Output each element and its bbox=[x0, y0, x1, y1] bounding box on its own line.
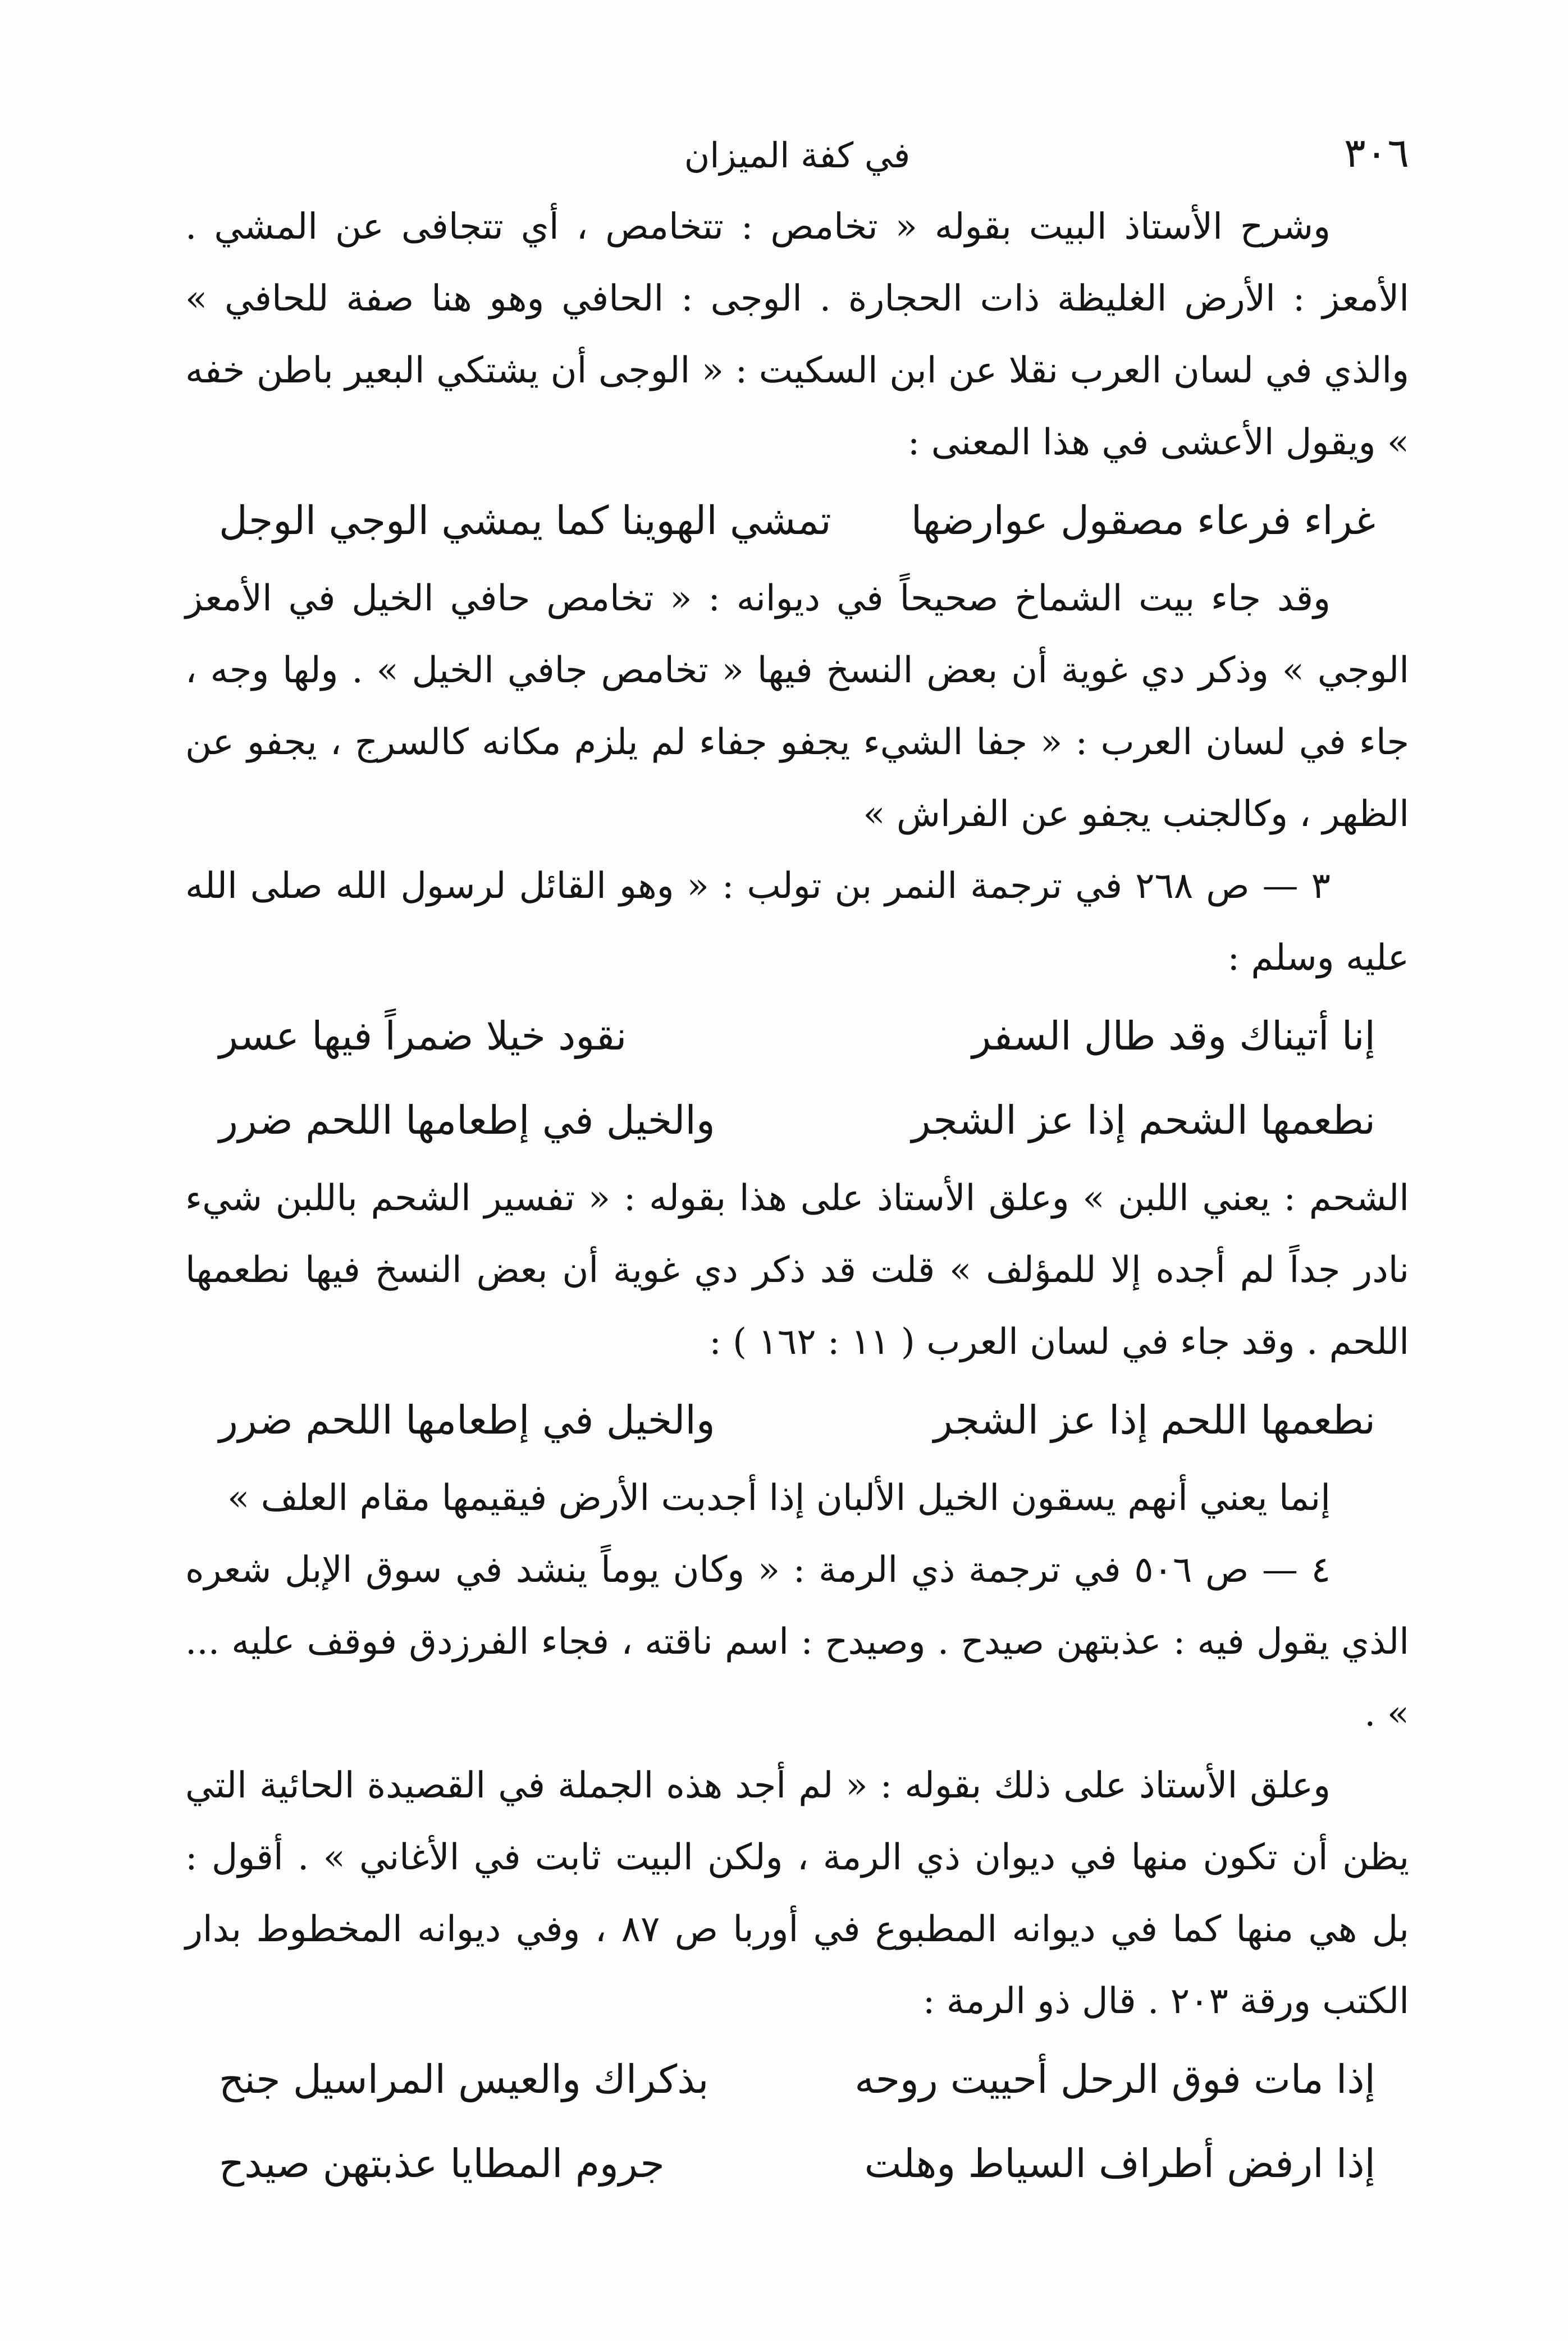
paragraph-1: وشرح الأستاذ البيت بقوله « تخامص : تتخامص ، أي تتجافى عن المشي . الأمعز : الأرض الغليظة ذات الحجارة . الوجى : الحافي وهو هنا صفة للحافي » والذي في لسان العرب نقلا عن ابن السكيت : « الوجى أن يشتكي البعير باطن خفه » ويقول الأعشى في هذا المعنى : bbox=[185, 206, 1409, 463]
verse-second-hemistich: جروم المطايا عذبتهن صيدح bbox=[219, 2141, 665, 2187]
verse-namir-2 bbox=[185, 1078, 1409, 1162]
verse-first-hemistich: إنا أتيناك وقد طال السفر bbox=[972, 1013, 1375, 1059]
verse-second-hemistich: والخيل في إطعامها اللحم ضرر bbox=[219, 1397, 715, 1443]
paragraph-2: وقد جاء بيت الشماخ صحيحاً في ديوانه : « تخامص حافي الخيل في الأمعز الوجي » وذكر دي غوية أن بعض النسخ فيها « تخامص جافي الخيل » . ولها وجه ، جاء في لسان العرب : « جفا الشيء يجفو جفاء لم يلزم مكانه كالسرج ، يجفو عن الظهر ، وكالجنب يجفو عن الفراش » bbox=[185, 578, 1410, 835]
document-page bbox=[185, 107, 1409, 2206]
verse-first-hemistich: إذا ارفض أطراف السياط وهلت bbox=[864, 2141, 1375, 2187]
verse-dhu-rumma-1 bbox=[185, 2037, 1409, 2121]
page-number: ٣٠٦ bbox=[1343, 129, 1409, 176]
verse-second-hemistich: تمشي الهوينا كما يمشي الوجي الوجل bbox=[219, 498, 831, 544]
paragraph-4: الشحم : يعني اللبن » وعلق الأستاذ على هذا بقوله : « تفسير الشحم باللبن شيء نادر جداً لم أجده إلا للمؤلف » قلت قد ذكر دي غوية أن بعض النسخ فيها نطعمها اللحم . وقد جاء في لسان العرب ( ١١ : ١٦٢ ) : bbox=[185, 1178, 1409, 1363]
paragraph-7: وعلق الأستاذ على ذلك بقوله : « لم أجد هذه الجملة في القصيدة الحائية التي يظن أن تكون منها في ديوان ذي الرمة ، ولكن البيت ثابت في الأغاني » . أقول : بل هي منها كما في ديوانه المطبوع في أوربا ص ٨٧ ، وفي ديوانه المخطوط بدار الكتب ورقة ٢٠٣ . قال ذو الرمة : bbox=[185, 1765, 1409, 2022]
verse-first-hemistich: إذا مات فوق الرحل أحييت روحه bbox=[854, 2056, 1375, 2102]
paragraph-3: ٣ — ص ٢٦٨ في ترجمة النمر بن تولب : « وهو القائل لرسول الله صلى الله عليه وسلم : bbox=[185, 865, 1409, 979]
verse-first-hemistich: نطعمها اللحم إذا عز الشجر bbox=[934, 1397, 1375, 1443]
paragraph-6: ٤ — ص ٥٠٦ في ترجمة ذي الرمة : « وكان يوماً ينشد في سوق الإبل شعره الذي يقول فيه : عذبتهن صيدح . وصيدح : اسم ناقته ، فجاء الفرزدق فوقف عليه ... » . bbox=[185, 1549, 1409, 1735]
verse-second-hemistich: نقود خيلا ضمراً فيها عسر bbox=[219, 1013, 627, 1059]
paragraph-5: إنما يعني أنهم يسقون الخيل الألبان إذا أجدبت الأرض فيقيمها مقام العلف » bbox=[227, 1477, 1331, 1519]
running-title: في كفة الميزان bbox=[684, 135, 911, 176]
verse-asha bbox=[185, 478, 1409, 563]
verse-second-hemistich: بذكراك والعيس المراسيل جنح bbox=[219, 2056, 709, 2102]
verse-first-hemistich: نطعمها الشحم إذا عز الشجر bbox=[911, 1097, 1375, 1143]
verse-lisan bbox=[185, 1378, 1409, 1462]
verse-namir-1 bbox=[185, 994, 1409, 1078]
verse-first-hemistich: غراء فرعاء مصقول عوارضها bbox=[911, 498, 1375, 544]
verse-second-hemistich: والخيل في إطعامها اللحم ضرر bbox=[219, 1097, 715, 1143]
page-header bbox=[185, 107, 1409, 191]
verse-dhu-rumma-2 bbox=[185, 2121, 1409, 2206]
